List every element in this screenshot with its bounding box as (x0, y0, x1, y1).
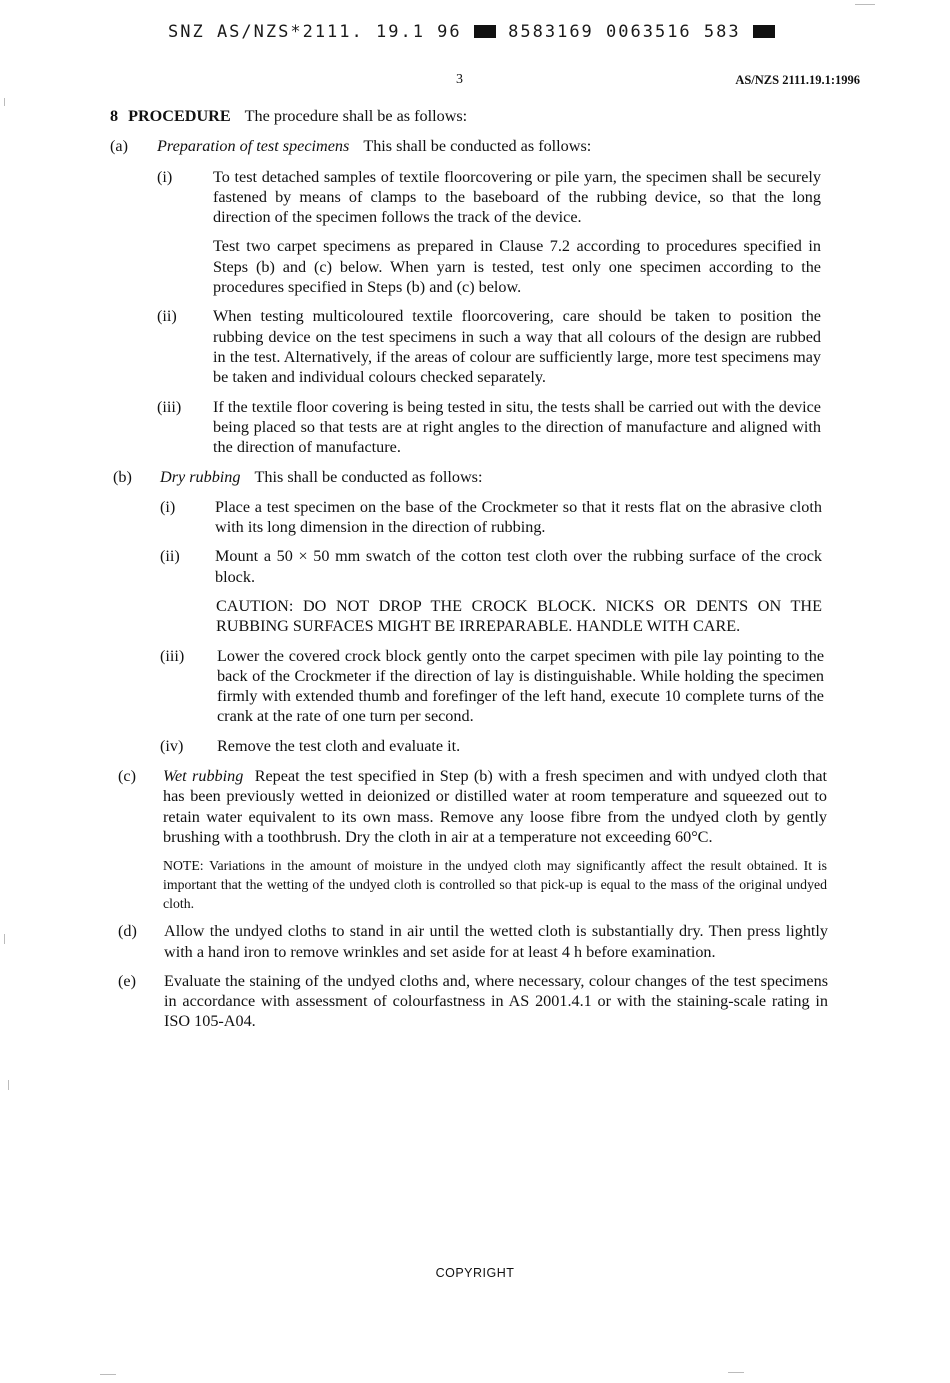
step-title: Dry rubbing (160, 468, 241, 487)
section-heading (110, 106, 830, 126)
scan-mark (4, 98, 5, 106)
list-item (157, 167, 830, 228)
standard-reference: AS/NZS 2111.19.1:1996 (735, 73, 860, 87)
scan-mark (855, 4, 875, 5)
step-label: (c) (118, 767, 136, 786)
item-label: (i) (160, 497, 176, 516)
step-intro: This shall be conducted as follows: (363, 137, 592, 156)
list-item (157, 306, 830, 387)
item-text: CAUTION: DO NOT DROP THE CROCK BLOCK. NICKS OR DENTS ON THE RUBBING SURFACES MIGHT BE IRREPARABLE. HANDLE WITH CARE. (216, 596, 822, 636)
redaction-block (753, 25, 775, 38)
step-a (110, 136, 830, 156)
scan-code-2: 8583169 0063516 583 (508, 22, 741, 42)
note (163, 856, 830, 913)
item-text: Lower the covered crock block gently onto the carpet specimen with pile lay pointing to the back of the Crockmeter if the direction of lay is distinguishable. While holding the specimen firmly with extended thumb and forefinger of the left hand, execute 10 complete turns of the crank at the rate of one turn per second. (217, 646, 824, 726)
document-body (110, 106, 830, 1041)
section-intro: The procedure shall be as follows: (244, 107, 468, 125)
redaction-block (474, 25, 496, 38)
step-e (118, 971, 830, 1032)
list-item (160, 497, 830, 538)
page-number: 3 (456, 72, 463, 87)
step-label: (d) (118, 922, 137, 941)
section-title: PROCEDURE (128, 107, 231, 125)
scan-mark (100, 1374, 116, 1375)
item-label: (ii) (160, 547, 180, 566)
step-text: Evaluate the staining of the undyed cloths and, where necessary, colour changes of the test specimens in accordance with assessment of colourfastness in AS 2001.4.1 or with the staining-scale rating in ISO 105-A04. (164, 971, 828, 1031)
step-title: Wet rubbing (163, 767, 244, 786)
list-item (157, 236, 830, 297)
step-title: Preparation of test specimens (157, 137, 350, 156)
step-text: Allow the undyed cloths to stand in air until the wetted cloth is substantially dry. Then press lightly with a hand iron to remove wrinkles and set aside for at least 4 h before examination. (164, 922, 828, 961)
step-intro: This shall be conducted as follows: (254, 468, 483, 487)
item-text: When testing multicoloured textile floorcovering, care should be taken to position the rubbing device on the test specimens in such a way that all colours of the design are rubbed in the test. Alternatively, if the areas of colour are sufficiently large, more test specimens may be taken and individual colours checked separately. (213, 307, 821, 387)
caution-text (160, 596, 830, 637)
item-label: (ii) (157, 307, 177, 326)
section-number: 8 (110, 107, 119, 125)
item-text: To test detached samples of textile floorcovering or pile yarn, the specimen shall be securely fastened by means of clamps to the baseboard of the rubbing device, so that the long direction of the specimen follows the track of the device. (213, 167, 821, 227)
item-text: Remove the test cloth and evaluate it. (217, 736, 461, 755)
step-c (118, 766, 830, 847)
item-label: (iii) (157, 397, 182, 416)
item-label: (iii) (160, 646, 185, 665)
list-item (160, 736, 830, 756)
scan-mark (4, 934, 5, 944)
scan-header-code (168, 22, 775, 42)
step-label: (b) (113, 468, 132, 487)
step-label: (e) (118, 971, 136, 990)
copyright-footer: COPYRIGHT (435, 1266, 515, 1280)
note-text: NOTE: Variations in the amount of moisture in the undyed cloth may significantly affect the result obtained. It is important that the wetting of the undyed cloth is controlled so that pick-up is equal to the mass of the original undyed cloth. (163, 858, 827, 912)
scan-mark (728, 1372, 744, 1373)
step-label: (a) (110, 137, 128, 156)
list-item (160, 546, 830, 587)
list-item (160, 646, 830, 727)
scan-mark (8, 1080, 9, 1090)
item-text: Test two carpet specimens as prepared in Clause 7.2 according to procedures specified in Steps (b) and (c) below. When yarn is tested, test only one specimen according to the procedures specified in Steps (b) and (c) below. (213, 237, 821, 297)
item-text: Mount a 50 × 50 mm swatch of the cotton test cloth over the rubbing surface of the crock block. (215, 547, 822, 586)
step-text: Repeat the test specified in Step (b) with a fresh specimen and with undyed cloth that has been previously wetted in deionized or distilled water at room temperature and squeezed out to retain water equivalent to its own mass. Remove any loose fibre from the undyed cloth by gently brushing with a toothbrush. Dry the cloth in air at a temperature not exceeding 60°C. (163, 767, 827, 846)
item-text: If the textile floor covering is being tested in situ, the tests shall be carried out with the device being placed so that tests are at right angles to the direction of manufacture and aligned with the direction of manufacture. (213, 397, 821, 457)
item-label: (i) (157, 167, 173, 186)
step-b (113, 467, 830, 487)
item-label: (iv) (160, 736, 184, 755)
item-text: Place a test specimen on the base of the Crockmeter so that it rests flat on the abrasive cloth with its long dimension in the direction of rubbing. (215, 497, 822, 537)
list-item (157, 397, 830, 458)
step-d (118, 921, 830, 962)
scan-code: SNZ AS/NZS*2111. 19.1 96 (168, 22, 462, 42)
